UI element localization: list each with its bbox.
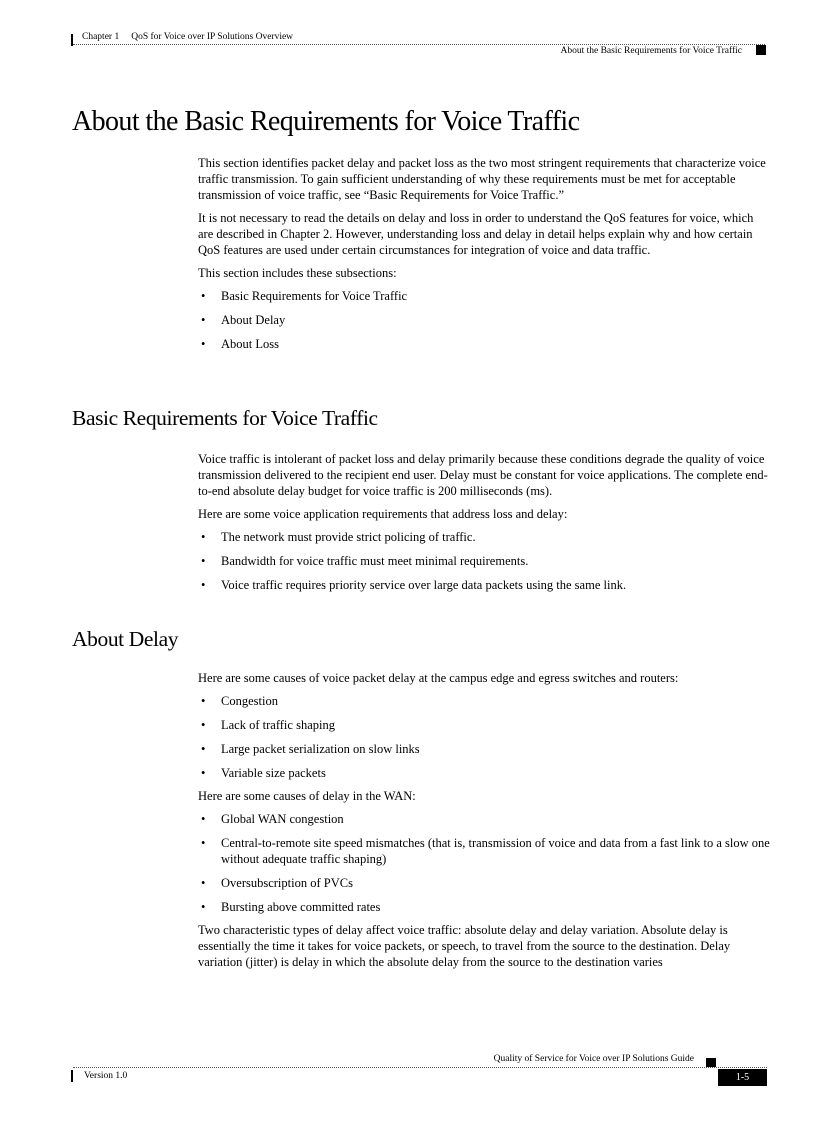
subsection-item: • About Delay	[198, 312, 770, 328]
footer-bar-mark	[71, 1070, 73, 1082]
intro-section	[198, 155, 770, 360]
footer-guide-title: Quality of Service for Voice over IP Solutions Guide	[493, 1054, 694, 1064]
footer-rule	[73, 1067, 767, 1068]
requirement-item: • Voice traffic requires priority service over large data packets using the same link.	[198, 577, 770, 593]
requirement-item: • The network must provide strict policing of traffic.	[198, 529, 770, 545]
heading-about-delay: About Delay	[72, 627, 179, 651]
campus-delay-causes	[198, 693, 770, 781]
delay-cause-item: • Large packet serialization on slow links	[198, 741, 770, 757]
header-box-mark	[756, 45, 766, 55]
subsection-list	[198, 288, 770, 352]
intro-paragraph-2: It is not necessary to read the details on delay and loss in order to understand the QoS features for voice, which are described in Chapter 2. However, understanding loss and delay in detail helps explain why and how certain QoS features are used under certain circumstances for integration of voice and data traffic.	[198, 211, 754, 257]
footer-version: Version 1.0	[84, 1071, 128, 1081]
chapter-title: QoS for Voice over IP Solutions Overview	[131, 32, 294, 42]
wan-cause-item: • Global WAN congestion	[198, 811, 770, 827]
basic-requirements-section	[198, 451, 770, 601]
requirements-list	[198, 529, 770, 593]
header-rule	[73, 44, 765, 45]
delay-intro: Here are some causes of voice packet delay at the campus edge and egress switches and routers:	[198, 671, 679, 685]
chapter-label: Chapter 1	[82, 32, 120, 42]
heading-basic-requirements: Basic Requirements for Voice Traffic	[72, 406, 378, 430]
intro-paragraph-1: This section identifies packet delay and packet loss as the two most stringent requirements that characterize voice traffic transmission. To gain sufficient understanding of why these requirements must be met for acceptable transmission of voice traffic, see “Basic Requirements for Voice Traffic.”	[198, 156, 766, 202]
delay-cause-item: • Congestion	[198, 693, 770, 709]
page-title: About the Basic Requirements for Voice Traffic	[72, 106, 580, 137]
basic-paragraph-1: Voice traffic is intolerant of packet loss and delay primarily because these conditions degrade the quality of voice transmission delivered to the recipient end user. Delay must be constant for voice applications. The complete end-to-end absolute delay budget for voice traffic is 200 milliseconds (ms).	[198, 452, 768, 498]
wan-cause-item: • Central-to-remote site speed mismatches (that is, transmission of voice and data from a fast link to a slow one without adequate traffic shaping)	[198, 835, 770, 867]
wan-delay-causes	[198, 811, 770, 915]
delay-closing-paragraph: Two characteristic types of delay affect voice traffic: absolute delay and delay variation. Absolute delay is essentially the time it takes for voice packets, or speech, to travel from the source to the destination. Delay variation (jitter) is delay in which the absolute delay from the source to the destination varies	[198, 923, 731, 969]
basic-paragraph-2: Here are some voice application requirements that address loss and delay:	[198, 507, 568, 521]
running-header-section: About the Basic Requirements for Voice Traffic	[560, 46, 742, 56]
delay-cause-item: • Lack of traffic shaping	[198, 717, 770, 733]
requirement-item: • Bandwidth for voice traffic must meet minimal requirements.	[198, 553, 770, 569]
about-delay-section	[198, 670, 770, 977]
subsection-item: • Basic Requirements for Voice Traffic	[198, 288, 770, 304]
page-number: 1-5	[718, 1069, 767, 1086]
intro-paragraph-3: This section includes these subsections:	[198, 266, 397, 280]
footer-box-mark	[706, 1058, 716, 1067]
subsection-item: • About Loss	[198, 336, 770, 352]
wan-cause-item: • Bursting above committed rates	[198, 899, 770, 915]
wan-cause-item: • Oversubscription of PVCs	[198, 875, 770, 891]
delay-cause-item: • Variable size packets	[198, 765, 770, 781]
wan-delay-intro: Here are some causes of delay in the WAN:	[198, 789, 416, 803]
running-header-chapter	[82, 32, 293, 42]
